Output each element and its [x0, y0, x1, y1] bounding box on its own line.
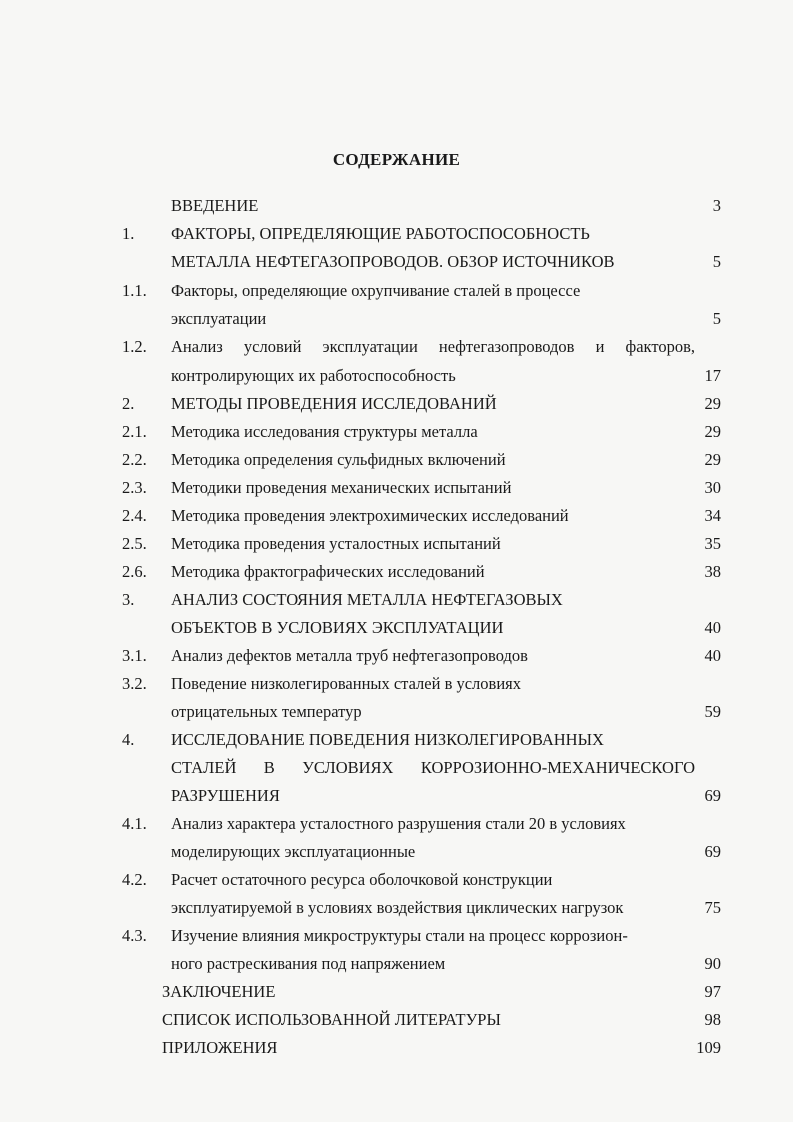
toc-entry-title: Факторы, определяющие охрупчивание сталей в процессе [171, 281, 581, 300]
toc-entry [0, 250, 793, 274]
toc-entry-title: ФАКТОРЫ, ОПРЕДЕЛЯЮЩИЕ РАБОТОСПОСОБНОСТЬ [171, 224, 590, 243]
toc-entry [0, 784, 793, 808]
toc-entry-title: Анализ дефектов металла труб нефтегазопроводов [171, 646, 528, 665]
toc-entry [0, 756, 793, 780]
toc-entry-number: 2.1. [122, 422, 147, 441]
toc-entry-title: ного растрескивания под напряжением [171, 954, 446, 973]
toc-entry-title: СПИСОК ИСПОЛЬЗОВАННОЙ ЛИТЕРАТУРЫ [162, 1010, 501, 1029]
toc-entry [0, 448, 793, 472]
toc-entry-page: 40 [704, 618, 721, 637]
toc-entry [0, 896, 793, 920]
toc-entry-page: 34 [704, 506, 721, 525]
toc-entry-number: 2.3. [122, 478, 147, 497]
toc-entry-number: 3.1. [122, 646, 147, 665]
toc-entry-title: ПРИЛОЖЕНИЯ [162, 1038, 278, 1057]
toc-entry-title: АНАЛИЗ СОСТОЯНИЯ МЕТАЛЛА НЕФТЕГАЗОВЫХ [171, 590, 563, 609]
toc-entry [0, 924, 793, 948]
toc-entry-number: 2. [122, 394, 135, 413]
toc-entry [0, 700, 793, 724]
toc-entry-title: Методика определения сульфидных включений [171, 450, 506, 469]
toc-entry [0, 588, 793, 612]
toc-entry-title: отрицательных температур [171, 702, 362, 721]
toc-entry [0, 532, 793, 556]
toc-entry-page: 98 [704, 1010, 721, 1029]
toc-entry-title: РАЗРУШЕНИЯ [171, 786, 280, 805]
toc-entry-title: ИССЛЕДОВАНИЕ ПОВЕДЕНИЯ НИЗКОЛЕГИРОВАННЫХ [171, 730, 604, 749]
toc-entry-number: 1.1. [122, 281, 147, 300]
toc-entry-title: ОБЪЕКТОВ В УСЛОВИЯХ ЭКСПЛУАТАЦИИ [171, 618, 504, 637]
toc-entry-title: ВВЕДЕНИЕ [171, 196, 259, 215]
toc-entry-number: 4.1. [122, 814, 147, 833]
toc-entry-title: Методика фрактографических исследований [171, 562, 485, 581]
toc-entry [0, 812, 793, 836]
toc-entry [0, 364, 793, 388]
toc-entry-page: 38 [704, 562, 721, 581]
toc-entry [0, 420, 793, 444]
toc-entry-title: эксплуатируемой в условиях воздействия циклических нагрузок [171, 898, 624, 917]
toc-entry [0, 392, 793, 416]
toc-entry-page: 97 [704, 982, 721, 1001]
toc-entry-title: Анализ условий эксплуатации нефтегазопроводов и факторов, [171, 337, 695, 356]
toc-entry-number: 1. [122, 224, 135, 243]
toc-entry [0, 222, 793, 246]
toc-entry-page: 40 [704, 646, 721, 665]
toc-entry-number: 2.5. [122, 534, 147, 553]
toc-entry [0, 476, 793, 500]
toc-entry [0, 504, 793, 528]
toc-entry-title: Методика проведения усталостных испытаний [171, 534, 501, 553]
toc-entry-page: 29 [704, 450, 721, 469]
toc-entry-title: Поведение низколегированных сталей в условиях [171, 674, 522, 693]
toc-entry-page: 29 [704, 422, 721, 441]
toc-entry-title: Расчет остаточного ресурса оболочковой конструкции [171, 870, 553, 889]
toc-entry [0, 307, 793, 331]
toc-entry [0, 644, 793, 668]
toc-entry-number: 1.2. [122, 337, 147, 356]
toc-entry-number: 4. [122, 730, 135, 749]
toc-entry-page: 69 [704, 842, 721, 861]
page-title: СОДЕРЖАНИЕ [332, 150, 461, 169]
toc-entry-title: Методики проведения механических испытаний [171, 478, 512, 497]
toc-entry-page: 69 [704, 786, 721, 805]
toc-entry-page: 59 [704, 702, 721, 721]
toc-entry-number: 4.3. [122, 926, 147, 945]
toc-entry-page: 5 [712, 309, 721, 328]
toc-entry [0, 672, 793, 696]
toc-entry [0, 335, 793, 359]
toc-entry-page: 75 [704, 898, 721, 917]
toc-entry-title: МЕТОДЫ ПРОВЕДЕНИЯ ИССЛЕДОВАНИЙ [171, 394, 497, 413]
toc-entry [0, 194, 793, 218]
toc-entry-title: СТАЛЕЙ В УСЛОВИЯХ КОРРОЗИОННО-МЕХАНИЧЕСКОГО [171, 758, 695, 777]
toc-entry [0, 952, 793, 976]
toc-entry-page: 3 [712, 196, 721, 215]
toc-entry-title: контролирующих их работоспособность [171, 366, 456, 385]
toc-entry-page: 17 [704, 366, 721, 385]
toc-entry-title: Анализ характера усталостного разрушения стали 20 в условиях [171, 814, 626, 833]
toc-entry-page: 35 [704, 534, 721, 553]
toc-entry [0, 616, 793, 640]
toc-entry [0, 980, 793, 1004]
toc-entry-title: Методика проведения электрохимических исследований [171, 506, 569, 525]
toc-entry [0, 1036, 793, 1060]
toc-entry [0, 868, 793, 892]
toc-entry-page: 109 [696, 1038, 721, 1057]
toc-entry-number: 3. [122, 590, 135, 609]
toc-entry [0, 560, 793, 584]
toc-entry-title: ЗАКЛЮЧЕНИЕ [162, 982, 276, 1001]
toc-entry-page: 90 [704, 954, 721, 973]
toc-entry-number: 2.6. [122, 562, 147, 581]
toc-entry-title: Изучение влияния микроструктуры стали на процесс коррозион- [171, 926, 628, 945]
toc-entry-number: 2.4. [122, 506, 147, 525]
toc-entry-title: МЕТАЛЛА НЕФТЕГАЗОПРОВОДОВ. ОБЗОР ИСТОЧНИКОВ [171, 252, 615, 271]
toc-entry-number: 2.2. [122, 450, 147, 469]
toc-entry [0, 1008, 793, 1032]
toc-entry [0, 279, 793, 303]
toc-entry-page: 5 [712, 252, 721, 271]
toc-entry-title: эксплуатации [171, 309, 267, 328]
toc-entry-title: Методика исследования структуры металла [171, 422, 478, 441]
toc-entry-page: 29 [704, 394, 721, 413]
toc-entry-page: 30 [704, 478, 721, 497]
toc-entry-title: моделирующих эксплуатационные [171, 842, 416, 861]
toc-entry-number: 4.2. [122, 870, 147, 889]
toc-entry [0, 840, 793, 864]
toc-entry [0, 728, 793, 752]
toc-entry-number: 3.2. [122, 674, 147, 693]
